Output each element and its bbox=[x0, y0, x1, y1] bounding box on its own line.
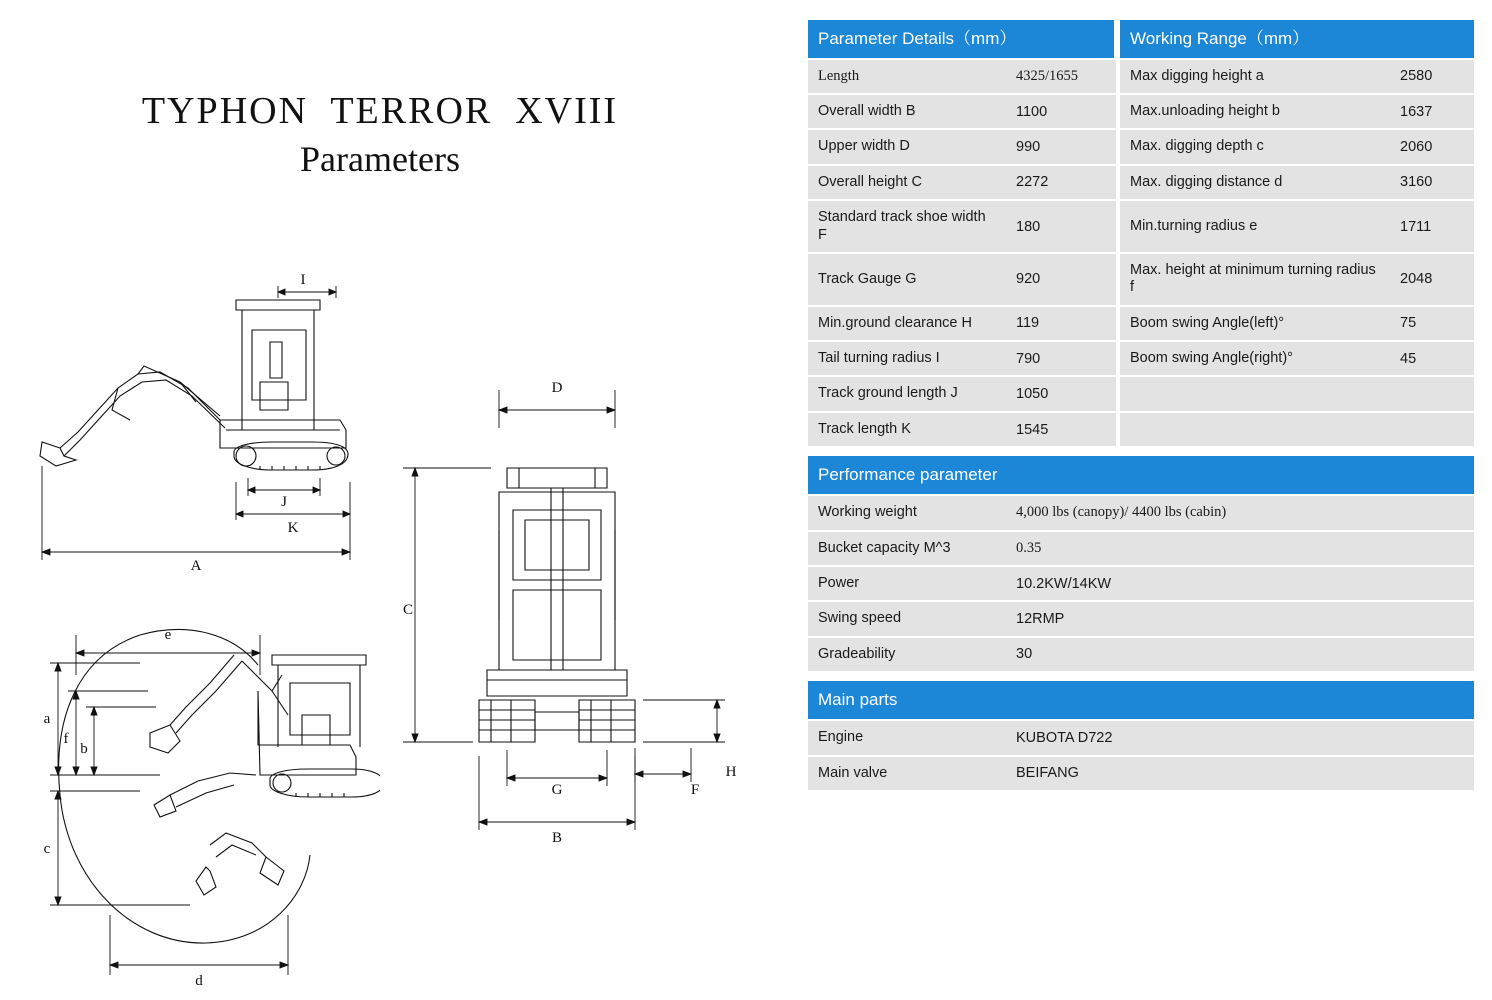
dim-label-G: G bbox=[551, 782, 563, 798]
dim-label-c: c bbox=[43, 841, 51, 857]
dim-label-C: C bbox=[402, 602, 414, 618]
row-label-right: Max. digging distance d bbox=[1120, 166, 1392, 199]
table-row bbox=[808, 413, 1474, 446]
performance-header: Performance parameter bbox=[808, 456, 1474, 494]
row-label: Upper width D bbox=[808, 130, 1008, 163]
dim-label-F: F bbox=[690, 782, 700, 798]
table-row bbox=[808, 638, 1474, 671]
row-value-right: 2048 bbox=[1392, 254, 1474, 305]
row-value: 990 bbox=[1008, 130, 1116, 163]
dim-label-B: B bbox=[551, 830, 563, 846]
row-value: 30 bbox=[1008, 638, 1474, 671]
row-label: Track length K bbox=[808, 413, 1008, 446]
table-row bbox=[808, 307, 1474, 340]
row-label: Working weight bbox=[808, 496, 1008, 529]
table-row bbox=[808, 532, 1474, 565]
dim-label-H: H bbox=[725, 764, 737, 780]
row-label-right: Boom swing Angle(left)° bbox=[1120, 307, 1392, 340]
row-value-right: 2580 bbox=[1392, 60, 1474, 93]
table-header-row bbox=[808, 20, 1474, 58]
table-row bbox=[808, 757, 1474, 790]
row-label: Length bbox=[808, 60, 1008, 93]
main-parts-table bbox=[808, 679, 1474, 792]
row-label: Tail turning radius I bbox=[808, 342, 1008, 375]
performance-header-row bbox=[808, 456, 1474, 494]
row-label: Engine bbox=[808, 721, 1008, 754]
row-value-right: 75 bbox=[1392, 307, 1474, 340]
row-value: 1545 bbox=[1008, 413, 1116, 446]
working-range-header: Working Range（mm） bbox=[1120, 20, 1474, 58]
dim-label-f: f bbox=[63, 731, 69, 747]
table-row bbox=[808, 95, 1474, 128]
side-view-drawing bbox=[20, 270, 390, 590]
table-row bbox=[808, 166, 1474, 199]
row-value: 2272 bbox=[1008, 166, 1116, 199]
table-row bbox=[808, 60, 1474, 93]
row-value-right: 1637 bbox=[1392, 95, 1474, 128]
table-row bbox=[808, 342, 1474, 375]
row-label: Bucket capacity M^3 bbox=[808, 532, 1008, 565]
main-parts-header: Main parts bbox=[808, 681, 1474, 719]
dim-label-b: b bbox=[80, 741, 88, 757]
dim-label-e: e bbox=[164, 627, 172, 643]
row-value: 10.2KW/14KW bbox=[1008, 567, 1474, 600]
row-value: 920 bbox=[1008, 254, 1116, 305]
row-label: Power bbox=[808, 567, 1008, 600]
table-row bbox=[808, 602, 1474, 635]
row-value: KUBOTA D722 bbox=[1008, 721, 1474, 754]
row-value: 180 bbox=[1008, 201, 1116, 252]
empty-cell bbox=[1120, 413, 1474, 446]
title-block bbox=[0, 88, 760, 182]
row-label: Track Gauge G bbox=[808, 254, 1008, 305]
row-value: 1100 bbox=[1008, 95, 1116, 128]
row-value: 4,000 lbs (canopy)/ 4400 lbs (cabin) bbox=[1008, 496, 1474, 529]
row-label: Main valve bbox=[808, 757, 1008, 790]
row-value: 119 bbox=[1008, 307, 1116, 340]
row-label-right: Max.unloading height b bbox=[1120, 95, 1392, 128]
param-details-header: Parameter Details（mm） bbox=[808, 20, 1116, 58]
row-label-right: Max. digging depth c bbox=[1120, 130, 1392, 163]
dim-label-K: K bbox=[287, 520, 299, 536]
row-label: Overall width B bbox=[808, 95, 1008, 128]
row-value: 1050 bbox=[1008, 377, 1116, 410]
dim-label-I: I bbox=[300, 272, 306, 288]
table-row bbox=[808, 496, 1474, 529]
spec-tables-panel bbox=[790, 0, 1492, 1000]
row-label: Min.ground clearance H bbox=[808, 307, 1008, 340]
row-value-right: 3160 bbox=[1392, 166, 1474, 199]
page-title: TYPHON TERROR XVIII bbox=[141, 90, 619, 132]
empty-cell bbox=[1120, 377, 1474, 410]
row-value: 12RMP bbox=[1008, 602, 1474, 635]
table-row bbox=[808, 567, 1474, 600]
row-label: Swing speed bbox=[808, 602, 1008, 635]
table-row bbox=[808, 130, 1474, 163]
row-label: Gradeability bbox=[808, 638, 1008, 671]
row-value-right: 1711 bbox=[1392, 201, 1474, 252]
row-label-right: Boom swing Angle(right)° bbox=[1120, 342, 1392, 375]
front-view-drawing bbox=[395, 370, 775, 870]
table-row bbox=[808, 377, 1474, 410]
row-label: Standard track shoe width F bbox=[808, 201, 1008, 252]
performance-table bbox=[808, 454, 1474, 673]
dim-label-d: d bbox=[195, 973, 203, 989]
row-value-right: 45 bbox=[1392, 342, 1474, 375]
parameter-table bbox=[808, 18, 1474, 448]
main-parts-header-row bbox=[808, 681, 1474, 719]
dim-label-J: J bbox=[281, 494, 287, 510]
row-label-right: Max digging height a bbox=[1120, 60, 1392, 93]
table-row bbox=[808, 254, 1474, 305]
row-value: 0.35 bbox=[1008, 532, 1474, 565]
working-range-drawing bbox=[20, 595, 380, 995]
row-label-right: Max. height at minimum turning radius f bbox=[1120, 254, 1392, 305]
dim-label-A: A bbox=[190, 558, 202, 574]
row-label: Track ground length J bbox=[808, 377, 1008, 410]
row-value-right: 2060 bbox=[1392, 130, 1474, 163]
row-value: 4325/1655 bbox=[1008, 60, 1116, 93]
row-value: BEIFANG bbox=[1008, 757, 1474, 790]
page-subtitle: Parameters bbox=[300, 138, 460, 179]
row-label-right: Min.turning radius e bbox=[1120, 201, 1392, 252]
row-label: Overall height C bbox=[808, 166, 1008, 199]
dim-label-a: a bbox=[43, 711, 51, 727]
table-row bbox=[808, 201, 1474, 252]
dim-label-D: D bbox=[551, 380, 563, 396]
row-value: 790 bbox=[1008, 342, 1116, 375]
table-row bbox=[808, 721, 1474, 754]
